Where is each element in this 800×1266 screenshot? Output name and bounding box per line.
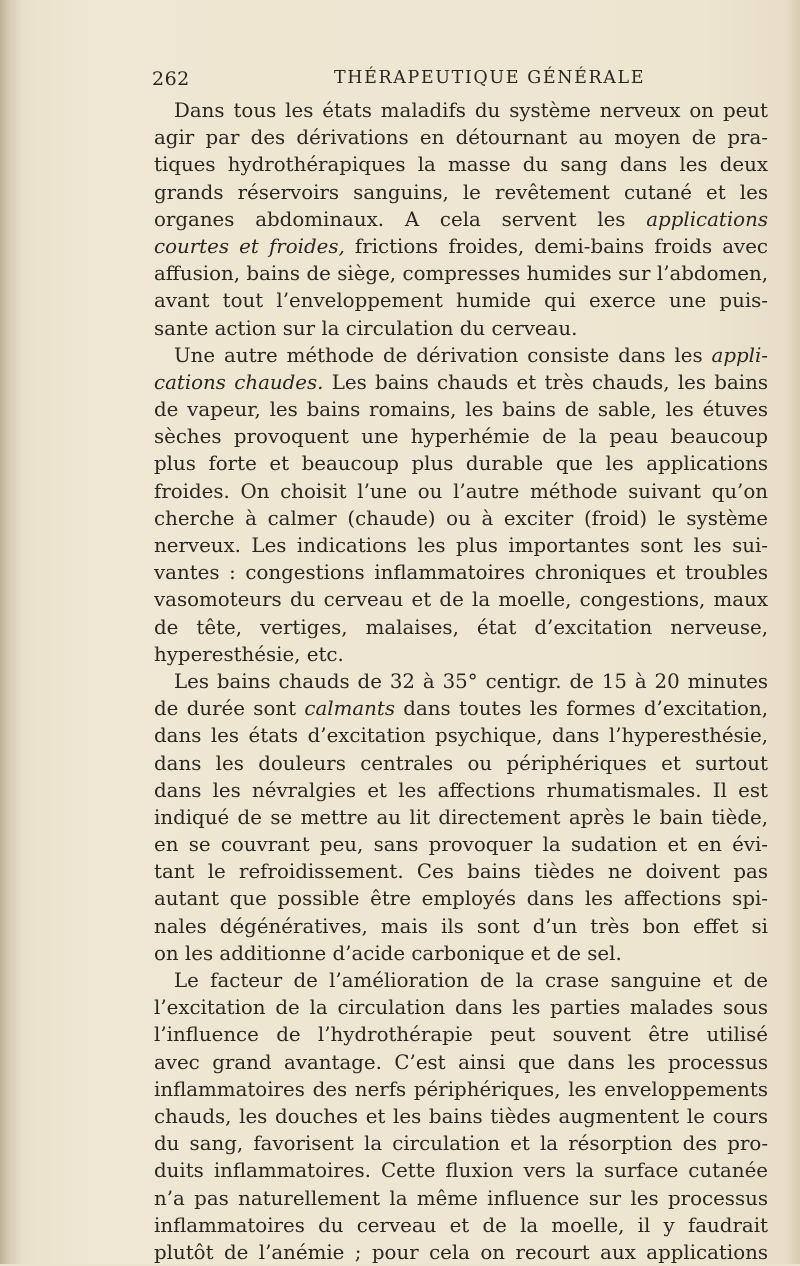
text-run: Dans tous les états maladifs du système nerveux on peut xyxy=(174,99,768,122)
text-line xyxy=(154,777,768,804)
text-line xyxy=(154,505,768,532)
text-line xyxy=(154,97,768,124)
text-line xyxy=(154,1239,768,1266)
text-run: sèches provoquent une hyperhémie de la peau beaucoup xyxy=(154,425,768,449)
text-run: on les additionne d’acide carbonique et de sel. xyxy=(154,941,622,965)
text-run: autant que possible être employés dans les affections spi- xyxy=(154,887,768,911)
text-run: cherche à calmer (chaude) ou à exciter (froid) le système xyxy=(154,506,768,530)
text-line xyxy=(154,750,768,777)
text-line xyxy=(154,532,768,559)
text-run: n’a pas naturellement la même influence sur les processus xyxy=(154,1186,768,1210)
text-line xyxy=(154,124,768,151)
text-run: organes abdominaux. A cela servent les xyxy=(154,207,647,231)
text-line xyxy=(154,695,768,722)
text-line xyxy=(154,967,768,994)
text-run: plutôt de l’anémie ; pour cela on recourt aux applications xyxy=(154,1240,768,1264)
text-run: inflammatoires du cerveau et de la moelle, il y faudrait xyxy=(154,1213,768,1237)
text-run: l’excitation de la circulation dans les parties malades sous xyxy=(154,996,768,1020)
italic-run: courtes et froides, xyxy=(154,234,345,258)
text-line xyxy=(154,369,768,396)
text-run: dans les névralgies et les affections rhumatismales. Il est xyxy=(154,778,768,802)
text-line xyxy=(154,396,768,423)
text-run: de tête, vertiges, malaises, état d’excitation nerveuse, xyxy=(154,615,768,639)
text-line xyxy=(154,614,768,641)
text-line xyxy=(154,858,768,885)
text-run: de vapeur, les bains romains, les bains de sable, les étuves xyxy=(154,398,768,422)
text-run: dans toutes les formes d’excitation, xyxy=(394,697,768,721)
text-run: tant le refroidissement. Ces bains tièdes ne doivent pas xyxy=(154,860,768,884)
italic-run: calmants xyxy=(304,697,395,721)
text-run: Les bains chauds de 32 à 35° centigr. de 15 à 20 minutes xyxy=(174,669,768,693)
text-run: tiques hydrothérapiques la masse du sang dans les deux xyxy=(154,153,768,177)
text-line xyxy=(154,478,768,505)
page-number: 262 xyxy=(152,68,190,90)
text-run: grands réservoirs sanguins, le revêtement cutané et les xyxy=(154,180,768,204)
text-line xyxy=(154,940,768,967)
text-run: avec grand avantage. C’est ainsi que dans les processus xyxy=(154,1050,768,1074)
text-run: inflammatoires des nerfs périphériques, les enveloppements xyxy=(154,1077,768,1101)
running-title: THÉRAPEUTIQUE GÉNÉRALE xyxy=(334,68,646,88)
text-line xyxy=(154,260,768,287)
text-run: dans les états d’excitation psychique, dans l’hyperesthésie, xyxy=(154,724,768,748)
text-run: nerveux. Les indications les plus importantes sont les sui- xyxy=(154,534,768,557)
text-run: vantes : congestions inflammatoires chroniques et troubles xyxy=(154,561,768,585)
text-line xyxy=(154,722,768,749)
text-line xyxy=(154,450,768,477)
text-line xyxy=(154,1157,768,1184)
text-run: agir par des dérivations en détournant au moyen de pra- xyxy=(154,126,768,150)
text-line xyxy=(154,179,768,206)
running-head xyxy=(152,68,772,96)
text-line xyxy=(154,1021,768,1048)
text-run: en se couvrant peu, sans provoquer la sudation et en évi- xyxy=(154,833,768,857)
text-line xyxy=(154,1049,768,1076)
text-line xyxy=(154,315,768,342)
text-run: avant tout l’enveloppement humide qui exerce une puis- xyxy=(154,289,768,313)
text-line xyxy=(154,1103,768,1130)
text-line xyxy=(154,885,768,912)
text-line xyxy=(154,1130,768,1157)
text-line xyxy=(154,342,768,369)
text-run: nales dégénératives, mais ils sont d’un très bon effet si xyxy=(154,914,768,938)
text-line xyxy=(154,1076,768,1103)
body-text xyxy=(154,97,768,1266)
italic-run: cations chaudes. xyxy=(154,370,324,394)
text-line xyxy=(154,913,768,940)
text-line xyxy=(154,559,768,586)
text-run: indiqué de se mettre au lit directement après le bain tiède, xyxy=(154,805,768,829)
text-run: Les bains chauds et très chauds, les bains xyxy=(323,370,768,394)
text-line xyxy=(154,641,768,668)
italic-run: applications xyxy=(646,207,768,231)
text-run: plus forte et beaucoup plus durable que les applications xyxy=(154,452,768,476)
page-edge xyxy=(786,0,800,1264)
text-line xyxy=(154,206,768,233)
text-line xyxy=(154,423,768,450)
text-run: Le facteur de l’amélioration de la crase sanguine et de xyxy=(174,969,768,992)
text-run: Une autre méthode de dérivation consiste dans les xyxy=(174,343,712,367)
text-run: hyperesthésie, etc. xyxy=(154,642,344,666)
text-run: froides. On choisit l’une ou l’autre méthode suivant qu’on xyxy=(154,479,768,503)
text-line xyxy=(154,1212,768,1239)
text-line xyxy=(154,668,768,695)
text-run: sante action sur la circulation du cerveau. xyxy=(154,316,578,340)
text-run: vasomoteurs du cerveau et de la moelle, congestions, maux xyxy=(154,588,768,612)
italic-run: appli- xyxy=(711,343,768,367)
spine-shadow xyxy=(0,0,22,1264)
text-line xyxy=(154,287,768,314)
text-line xyxy=(154,151,768,178)
text-line xyxy=(154,586,768,613)
text-line xyxy=(154,804,768,831)
text-line xyxy=(154,831,768,858)
text-run: dans les douleurs centrales ou périphériques et surtout xyxy=(154,751,768,775)
text-run: duits inflammatoires. Cette fluxion vers la surface cutanée xyxy=(154,1159,768,1183)
text-line xyxy=(154,994,768,1021)
text-run: frictions froides, demi-bains froids avec xyxy=(344,234,768,258)
text-run: du sang, favorisent la circulation et la résorption des pro- xyxy=(154,1132,768,1156)
text-run: l’influence de l’hydrothérapie peut souvent être utilisé xyxy=(154,1023,768,1047)
text-line xyxy=(154,233,768,260)
text-line xyxy=(154,1185,768,1212)
text-run: chauds, les douches et les bains tièdes augmentent le cours xyxy=(154,1104,768,1128)
text-run: affusion, bains de siège, compresses humides sur l’abdomen, xyxy=(154,262,768,286)
text-run: de durée sont xyxy=(154,697,305,721)
